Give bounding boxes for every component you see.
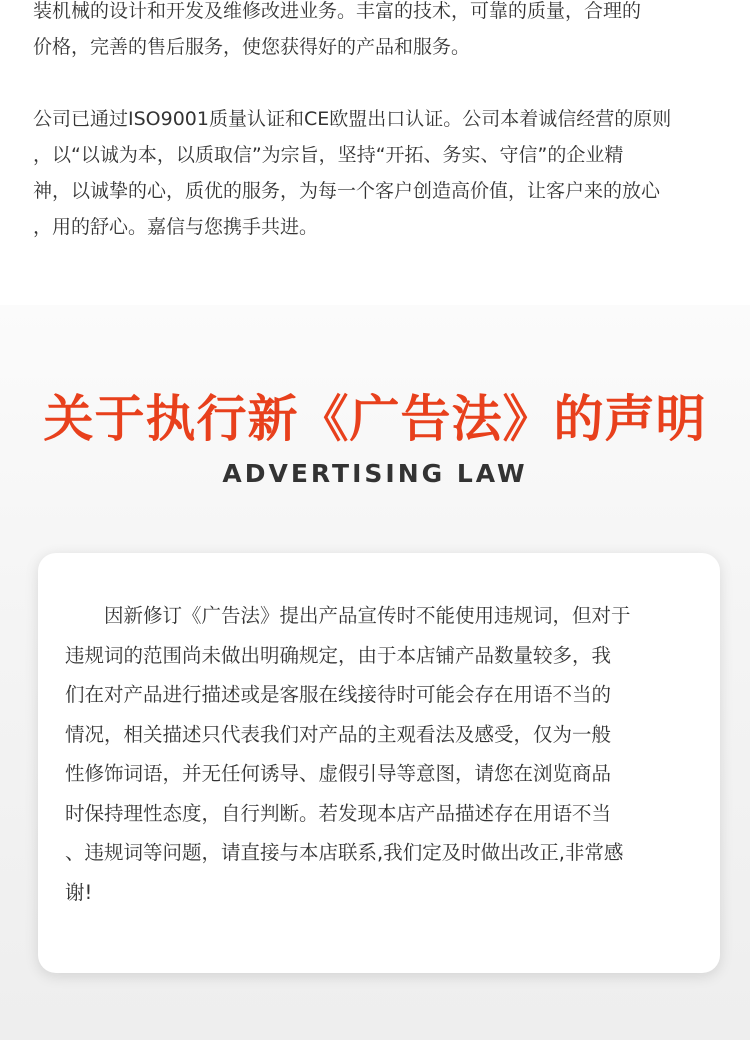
intro-line: 价格，完善的售后服务，使您获得好的产品和服务。 (33, 36, 471, 58)
notice-line: 们在对产品进行描述或是客服在线接待时可能会存在用语不当的 (65, 683, 612, 706)
notice-line: 性修饰词语，并无任何诱导、虚假引导等意图，请您在浏览商品 (65, 762, 612, 785)
intro-line: 神，以诚挚的心，质优的服务，为每一个客户创造高价值，让客户来的放心 (33, 180, 661, 202)
advertising-law-notice-section (0, 305, 750, 1040)
notice-line: 因新修订《广告法》提出产品宣传时不能使用违规词，但对于 (65, 604, 631, 627)
notice-line: 谢! (65, 880, 93, 904)
notice-line: 、违规词等问题，请直接与本店联系,我们定及时做出改正,非常感 (65, 841, 624, 864)
notice-title: 关于执行新《广告法》的声明 (43, 390, 707, 448)
notice-body (65, 596, 705, 912)
notice-line: 情况，相关描述只代表我们对产品的主观看法及感受，仅为一般 (65, 722, 612, 746)
intro-paragraph-certification (33, 101, 728, 245)
intro-line: 公司已通过ISO9001质量认证和CE欧盟出口认证。公司本着诚信经营的原则 (33, 108, 672, 130)
intro-line: ，以“以诚为本，以质取信”为宗旨，坚持“开拓、务实、守信”的企业精 (33, 144, 624, 166)
company-intro-section (0, 0, 750, 305)
intro-line: 装机械的设计和开发及维修改进业务。丰富的技术，可靠的质量，合理的 (33, 0, 642, 22)
notice-card (38, 553, 720, 973)
notice-subtitle: ADVERTISING LAW (222, 459, 528, 488)
notice-line: 时保持理性态度，自行判断。若发现本店产品描述存在用语不当 (65, 801, 612, 825)
intro-line: ，用的舒心。嘉信与您携手共进。 (33, 216, 319, 238)
notice-line: 违规词的范围尚未做出明确规定，由于本店铺产品数量较多，我 (65, 643, 612, 667)
intro-paragraph-business (33, 0, 728, 65)
